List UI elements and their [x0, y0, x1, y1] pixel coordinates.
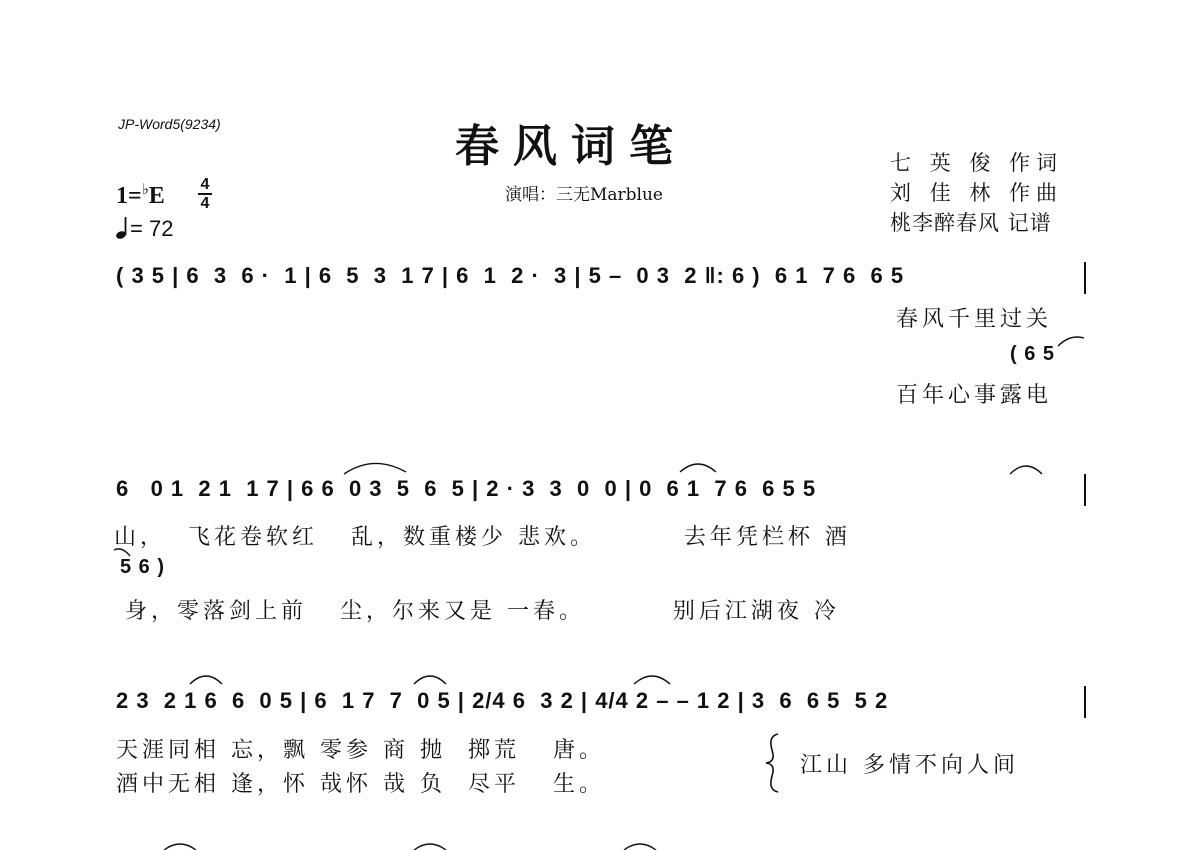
time-signature-bottom: 4 — [198, 193, 212, 212]
system1-lyric-verse1: 春风千里过关 — [896, 307, 1053, 332]
system2-end-barline — [1084, 474, 1086, 506]
time-signature-top: 4 — [200, 176, 210, 193]
transcriber-credit: 桃李醉春风 记谱 — [890, 211, 1052, 235]
tie-icon — [1056, 334, 1086, 348]
system2-notation: 6 0 1 2 1 1 7 | 6 6 0 3 5 6 5 | 2 · 3 3 0 0 | 0 6 1 7 6 6 5 5 — [116, 476, 817, 501]
flat-sign: ♭ — [141, 182, 149, 198]
key-signature — [116, 180, 165, 210]
software-tag: JP-Word5(9234) — [118, 116, 221, 132]
key-prefix: 1= — [116, 183, 142, 209]
composer-credit: 刘 佳 林 作曲 — [890, 181, 1064, 205]
system3-lyric-verse1: 天涯同相 忘，飘 零参 商 抛 掷荒 唐。 — [116, 738, 605, 763]
song-title: 春风词笔 — [455, 121, 687, 172]
system3-lyric-verse2: 酒中无相 逢，怀 哉怀 哉 负 尽平 生。 — [116, 772, 605, 797]
system3-end-barline — [1084, 686, 1086, 718]
system1-notation: ( 3 5 | 6 3 6 · 1 | 6 5 3 1 7 | 6 1 2 · 3 | 5 – 0 3 2 ‖: 6 ) 6 1 7 6 6 5 — [116, 263, 905, 288]
slur-icon — [1006, 460, 1046, 476]
system2-lyric-verse1: 山， 飞花卷软红 乱，数重楼少 悲欢。 去年凭栏杯 酒 — [114, 525, 851, 550]
slur-icon — [340, 458, 410, 476]
quarter-note-icon — [116, 216, 130, 240]
slur-icon — [160, 840, 200, 850]
system2-pickup-notation: 5 6 ) — [120, 556, 166, 578]
slur-icon — [620, 840, 660, 850]
time-signature — [198, 176, 212, 212]
system3-lyric-right: 江山 多情不向人间 — [800, 753, 1019, 778]
tempo-value: = 72 — [130, 216, 174, 241]
slur-icon — [410, 670, 450, 686]
tie-icon — [676, 458, 720, 474]
slur-icon — [630, 670, 674, 686]
slur-icon — [186, 670, 226, 686]
lyricist-credit: 七 英 俊 作词 — [890, 151, 1064, 175]
system1-lyric-verse2: 百年心事露电 — [896, 383, 1053, 408]
system1-end-barline — [1084, 262, 1086, 294]
brace-icon — [764, 732, 784, 794]
system2-lyric-verse2: 身，零落剑上前 尘，尔来又是 一春。 别后江湖夜 冷 — [114, 599, 840, 624]
system3-notation: 2 3 2 1 6 6 0 5 | 6 1 7 7 0 5 | 2/4 6 3 2 | 4/4 2 – – 1 2 | 3 6 6 5 5 2 — [116, 688, 889, 713]
key-note: E — [148, 183, 165, 209]
singer-credit: 演唱：三无Marblue — [505, 185, 663, 205]
system1-pickup-notation: ( 6 5 — [1010, 343, 1056, 365]
tempo-marking — [116, 216, 173, 242]
slur-icon — [410, 840, 450, 850]
